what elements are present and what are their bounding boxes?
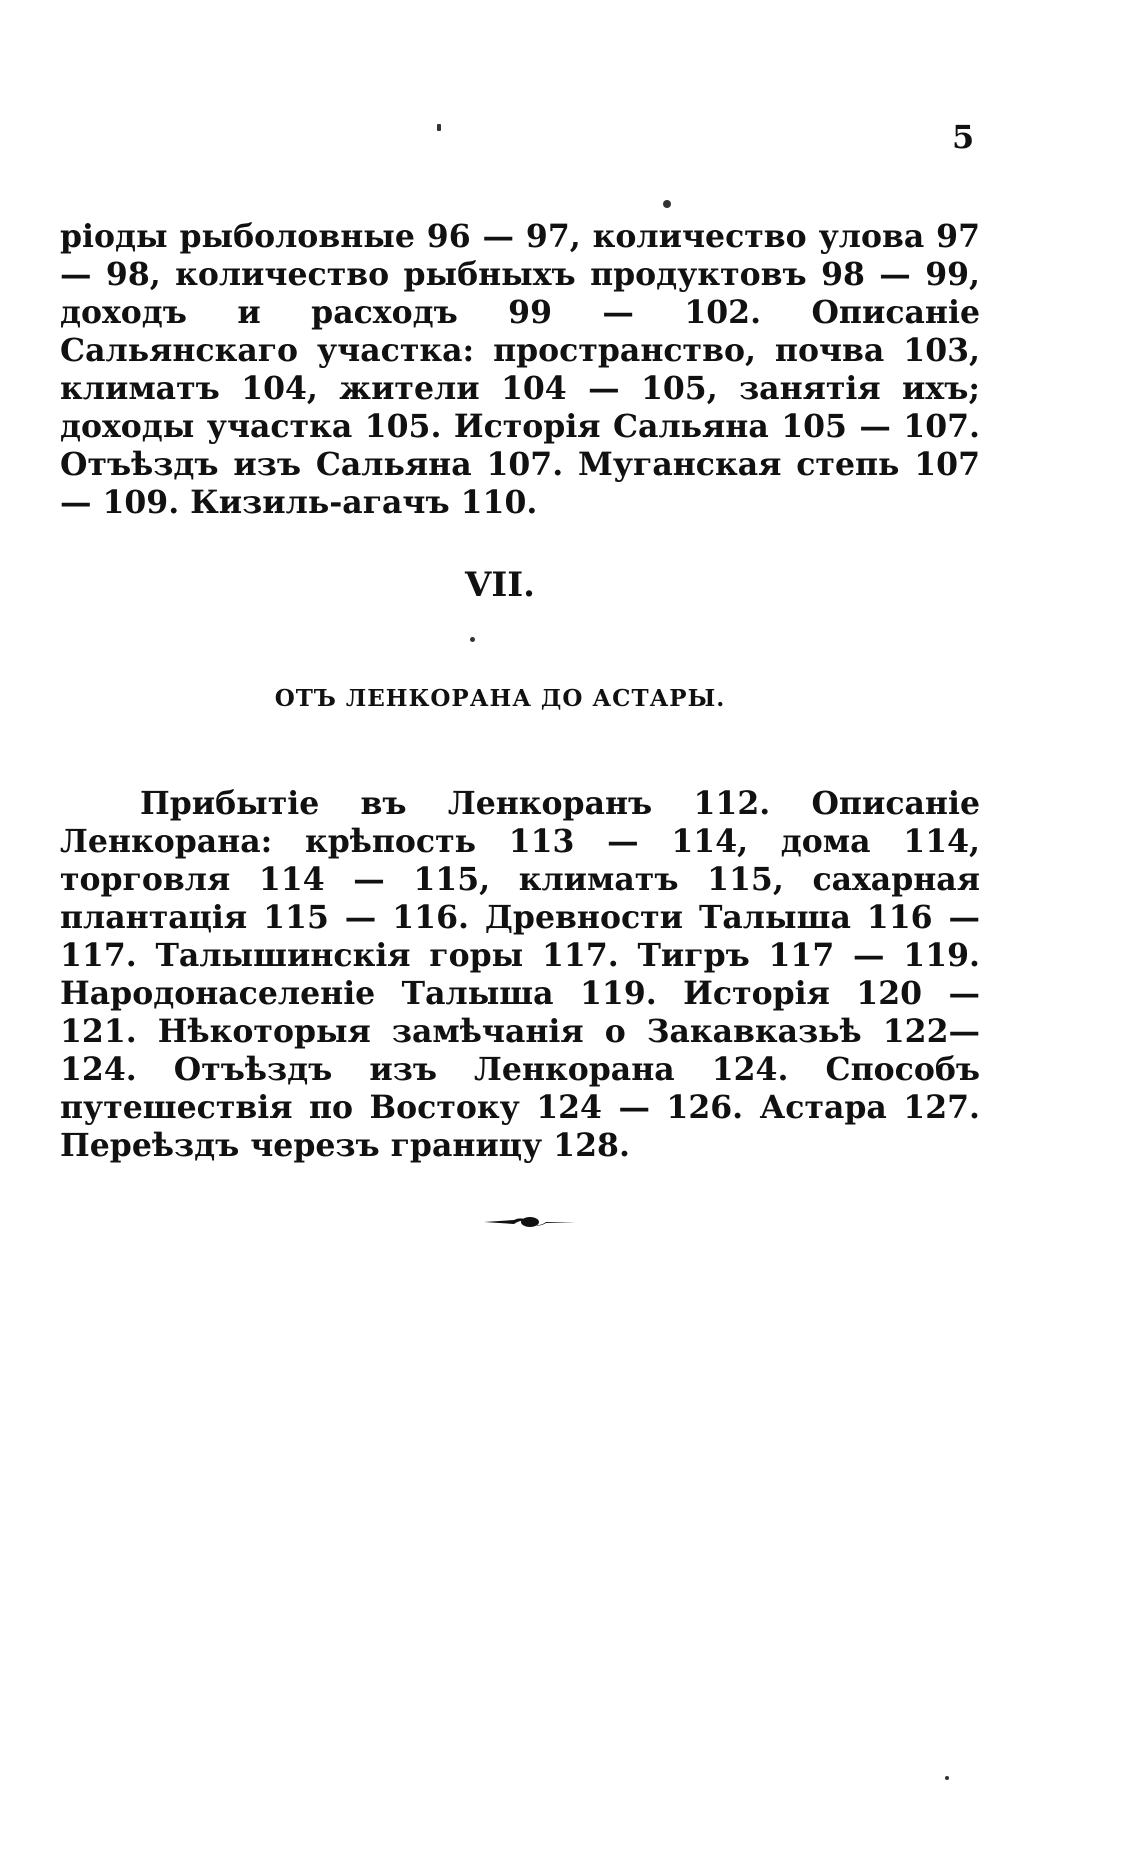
ornament-divider-icon [484, 1214, 576, 1230]
speck-mid [470, 637, 475, 642]
speck-top [663, 200, 671, 208]
page-number: 5 [952, 118, 975, 156]
paragraph-fishing-salyan: ріоды рыболовные 96 — 97, количество улова 97 — 98, количество рыбныхъ продуктовъ 98 — 99, доходъ и расходъ 99 — 102. Описаніе Сальянскаго участка: пространство, почва 103, климатъ 104, жители 104 — 105, занятія ихъ; доходы участка 105. Исторія Сальяна 105 — 107. Отъѣздъ изъ Сальяна 107. Муганская степь 107 — 109. Кизиль-агачъ 110. [60, 218, 980, 521]
speck-tick [437, 124, 441, 131]
speck-bottom [945, 1776, 949, 1780]
chapter-number: VII. [464, 565, 536, 605]
paragraph-lenkoran-astara: Прибытіе въ Ленкоранъ 112. Описаніе Ленкорана: крѣпость 113 — 114, дома 114, торговля 114 — 115, климатъ 115, сахарная плантація 115 — 116. Древности Талыша 116 — 117. Талышинскія горы 117. Тигръ 117 — 119. Народонаселеніе Талыша 119. Исторія 120 — 121. Нѣкоторыя замѣчанія о Закавказьѣ 122—124. Отъѣздъ изъ Ленкорана 124. Способъ путешествія по Востоку 124 — 126. Астара 127. Переѣздъ черезъ границу 128. [60, 785, 980, 1164]
chapter-title: ОТЪ ЛЕНКОРАНА ДО АСТАРЫ. [274, 685, 726, 712]
